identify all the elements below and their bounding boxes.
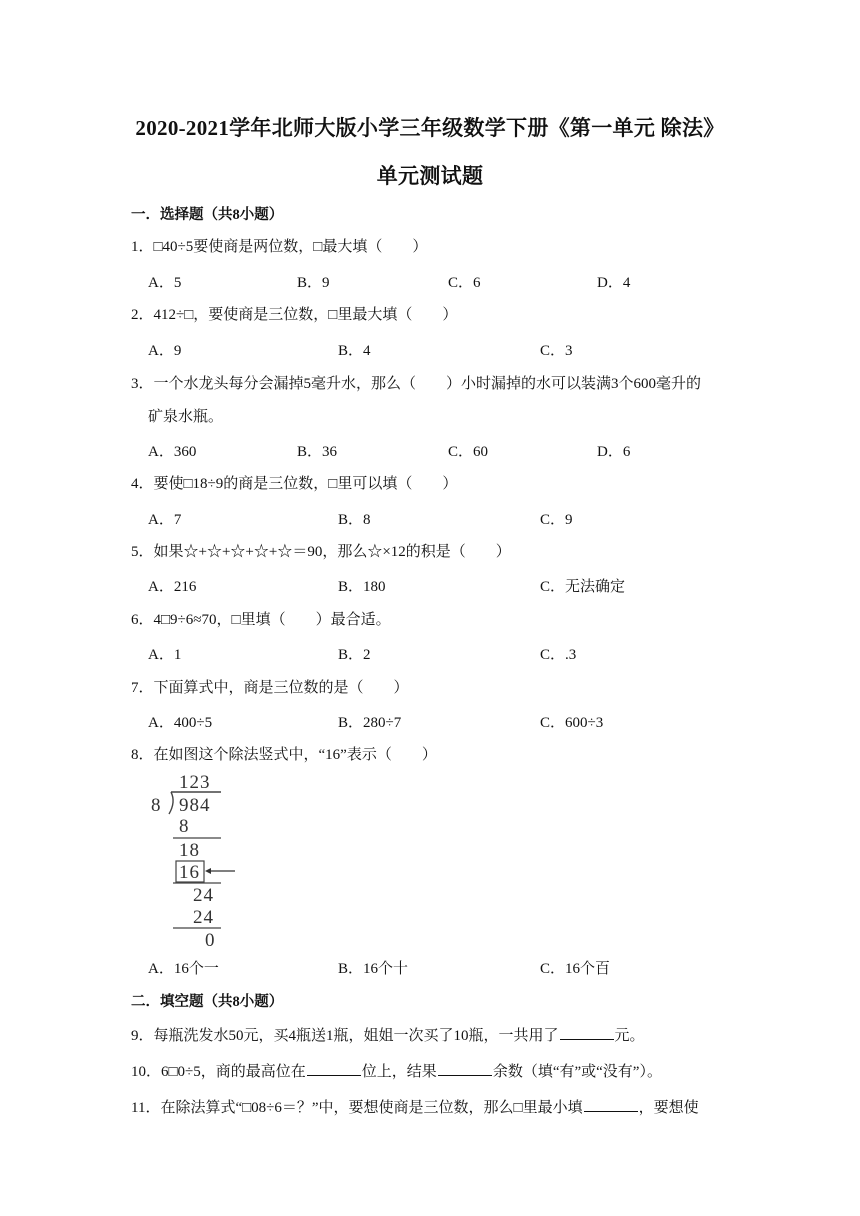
option: A．216 [148,579,197,595]
option: C．9 [540,512,573,528]
question-10 [131,1060,662,1081]
dividend-text: 984 [179,795,211,816]
step-1-text: 8 [179,816,189,837]
question-10-suffix: 余数（填“有”或“没有”）。 [492,1064,662,1080]
section-heading-fill: 二．填空题（共8小题） [131,994,284,1010]
option: C．6 [448,275,481,291]
question-11-suffix: ，要想使 [638,1100,699,1116]
answer-blank[interactable] [584,1097,638,1112]
option: A．5 [148,275,182,291]
section-heading-choice: 一．选择题（共8小题） [131,207,284,223]
option: C．600÷3 [540,715,604,731]
question-9-text: 9．每瓶洗发水50元，买4瓶送1瓶，姐姐一次买了10瓶，一共用了 [131,1028,559,1044]
step-6-text: 0 [205,930,215,950]
option: B．36 [297,444,338,460]
option: A．16个一 [148,961,219,977]
divisor-text: 8 [151,795,161,816]
question-9 [131,1024,645,1045]
question-4: 4．要使□18÷9的商是三位数，□里可以填（ ） [131,476,458,492]
division-bracket [169,792,173,814]
question-1: 1．□40÷5要使商是两位数，□最大填（ ） [131,239,428,255]
question-8: 8．在如图这个除法竖式中，“16”表示（ ） [131,747,437,763]
option: A．7 [148,512,182,528]
question-10-mid: 位上，结果 [361,1064,437,1080]
option: B．8 [338,512,371,528]
option: C．.3 [540,647,577,663]
question-3-continuation: 矿泉水瓶。 [148,409,224,425]
option: B．16个十 [338,961,409,977]
arrow-head [205,868,211,874]
option: C．3 [540,343,573,359]
document-title: 2020-2021学年北师大版小学三年级数学下册《第一单元 除法》 [135,116,725,140]
step-5-text: 24 [193,907,214,928]
question-9-suffix: 元。 [614,1028,645,1044]
option: B．2 [338,647,371,663]
option: A．1 [148,647,182,663]
question-11-text: 11．在除法算式“□08÷6＝？”中，要想使商是三位数，那么□里最小填 [131,1100,583,1116]
option: B．280÷7 [338,715,402,731]
question-5: 5．如果☆+☆+☆+☆+☆＝90，那么☆×12的积是（ ） [131,544,511,560]
question-2: 2．412÷□，要使商是三位数，□里最大填（ ） [131,307,458,323]
step-4-text: 24 [193,885,214,906]
option: C．16个百 [540,961,611,977]
option: C．60 [448,444,489,460]
question-10-text: 10．6□0÷5，商的最高位在 [131,1064,306,1080]
option: B．4 [338,343,371,359]
question-6: 6．4□9÷6≈70，□里填（ ）最合适。 [131,612,391,628]
step-3-text: 16 [179,862,200,883]
option: B．180 [338,579,386,595]
option: A．9 [148,343,182,359]
quotient-text: 123 [179,772,211,793]
answer-blank[interactable] [560,1025,614,1040]
question-3: 3．一个水龙头每分会漏掉5毫升水，那么（ ）小时漏掉的水可以装满3个600毫升的 [131,376,702,392]
document-subtitle: 单元测试题 [376,164,484,188]
option: D．4 [597,275,631,291]
option: D．6 [597,444,631,460]
answer-blank[interactable] [438,1061,492,1076]
question-11 [131,1096,699,1117]
option: A．400÷5 [148,715,213,731]
option: B．9 [297,275,330,291]
answer-blank[interactable] [307,1061,361,1076]
long-division-figure [145,768,245,950]
option: A．360 [148,444,197,460]
question-7: 7．下面算式中，商是三位数的是（ ） [131,680,409,696]
option: C．无法确定 [540,579,626,595]
step-2-text: 18 [179,840,200,861]
